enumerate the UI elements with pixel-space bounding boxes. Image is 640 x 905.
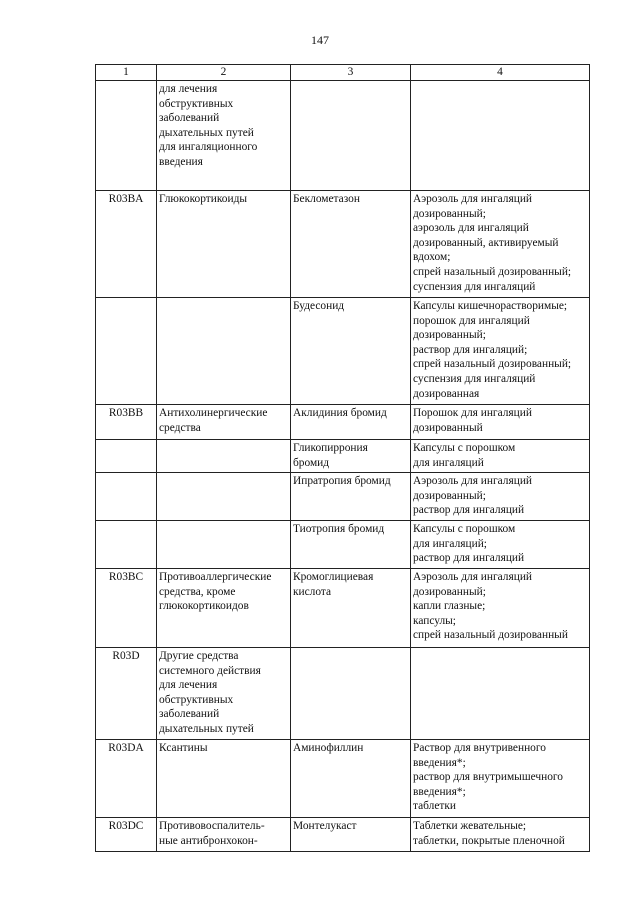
group-cell: Другие средства системного действия для лечения обструктивных заболеваний дыхательных путей xyxy=(157,648,291,740)
table-row xyxy=(96,81,590,191)
drug-name-cell: Аминофиллин xyxy=(291,740,411,818)
drug-name-cell: Тиотропия бромид xyxy=(291,521,411,569)
table-row xyxy=(96,818,590,852)
table-row xyxy=(96,648,590,740)
atc-code-cell xyxy=(96,81,157,191)
dosage-forms-cell: Аэрозоль для ингаляций дозированный; раствор для ингаляций xyxy=(411,473,590,521)
page-number: 147 xyxy=(311,33,329,47)
group-cell: Противоаллергические средства, кроме глюкокортикоидов xyxy=(157,569,291,648)
drug-name-cell: Монтелукаст xyxy=(291,818,411,852)
dosage-forms-cell: Порошок для ингаляций дозированный xyxy=(411,405,590,440)
drug-name-cell: Будесонид xyxy=(291,298,411,405)
dosage-forms-cell: Капсулы кишечнорастворимые; порошок для ингаляций дозированный; раствор для ингаляций; спрей назальный дозированный; суспензия для ингаляций дозированная xyxy=(411,298,590,405)
dosage-forms-cell: Аэрозоль для ингаляций дозированный; аэрозоль для ингаляций дозированный, активируемый вдохом; спрей назальный дозированный; суспензия для ингаляций xyxy=(411,191,590,298)
dosage-forms-cell: Капсулы с порошком для ингаляций xyxy=(411,440,590,473)
atc-code-cell: R03D xyxy=(96,648,157,740)
drug-table xyxy=(95,64,590,852)
dosage-forms-cell xyxy=(411,81,590,191)
atc-code-cell xyxy=(96,521,157,569)
group-cell xyxy=(157,298,291,405)
atc-code-cell: R03BA xyxy=(96,191,157,298)
table-header-row xyxy=(96,65,590,81)
table-row xyxy=(96,473,590,521)
atc-code-cell: R03DC xyxy=(96,818,157,852)
column-header: 4 xyxy=(411,65,590,81)
column-header: 1 xyxy=(96,65,157,81)
group-cell: Глюкокортикоиды xyxy=(157,191,291,298)
atc-code-cell: R03BC xyxy=(96,569,157,648)
dosage-forms-cell: Таблетки жевательные; таблетки, покрытые пленочной xyxy=(411,818,590,852)
drug-name-cell: Беклометазон xyxy=(291,191,411,298)
group-cell: Противовоспалитель- ные антибронхокон- xyxy=(157,818,291,852)
group-cell xyxy=(157,473,291,521)
atc-code-cell: R03BB xyxy=(96,405,157,440)
table-row xyxy=(96,405,590,440)
drug-name-cell: Аклидиния бромид xyxy=(291,405,411,440)
table-row xyxy=(96,740,590,818)
table-row xyxy=(96,298,590,405)
drug-name-cell xyxy=(291,81,411,191)
table-row xyxy=(96,191,590,298)
atc-code-cell xyxy=(96,298,157,405)
group-cell: Ксантины xyxy=(157,740,291,818)
dosage-forms-cell: Аэрозоль для ингаляций дозированный; капли глазные; капсулы; спрей назальный дозированный xyxy=(411,569,590,648)
column-header: 3 xyxy=(291,65,411,81)
dosage-forms-cell xyxy=(411,648,590,740)
atc-code-cell xyxy=(96,473,157,521)
group-cell xyxy=(157,440,291,473)
dosage-forms-cell: Капсулы с порошком для ингаляций; раствор для ингаляций xyxy=(411,521,590,569)
group-cell xyxy=(157,521,291,569)
drug-name-cell: Гликопиррония бромид xyxy=(291,440,411,473)
dosage-forms-cell: Раствор для внутривенного введения*; раствор для внутримышечного введения*; таблетки xyxy=(411,740,590,818)
table-row xyxy=(96,521,590,569)
table-row xyxy=(96,440,590,473)
table-row xyxy=(96,569,590,648)
atc-code-cell xyxy=(96,440,157,473)
drug-name-cell: Ипратропия бромид xyxy=(291,473,411,521)
column-header: 2 xyxy=(157,65,291,81)
drug-name-cell xyxy=(291,648,411,740)
group-cell: для лечения обструктивных заболеваний дыхательных путей для ингаляционного введения xyxy=(157,81,291,191)
atc-code-cell: R03DA xyxy=(96,740,157,818)
group-cell: Антихолинергические средства xyxy=(157,405,291,440)
drug-name-cell: Кромоглициевая кислота xyxy=(291,569,411,648)
